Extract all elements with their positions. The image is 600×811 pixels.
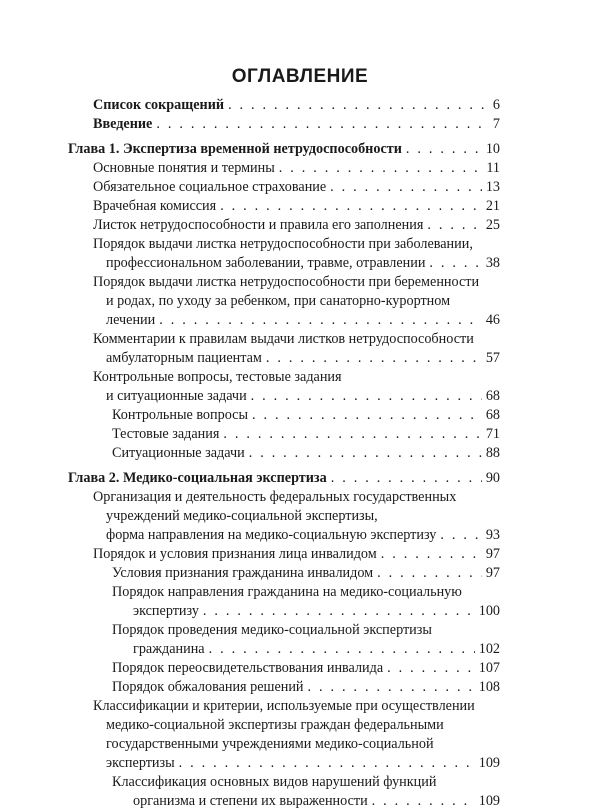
page-number: 21	[485, 198, 500, 214]
page-number: 13	[485, 179, 500, 195]
dot-leader	[387, 659, 475, 678]
dot-leader	[209, 640, 475, 659]
dot-leader	[377, 564, 482, 583]
page-number: 97	[485, 565, 500, 581]
dot-leader	[429, 254, 481, 273]
toc-entry-last-line	[106, 349, 500, 368]
page-number: 90	[485, 470, 500, 486]
toc-entry-last-line	[133, 792, 500, 811]
toc-entry-last-line	[93, 197, 500, 216]
dot-leader	[252, 406, 482, 425]
toc-entry-last-line	[133, 640, 500, 659]
toc-entry-last-line	[68, 140, 500, 159]
toc-entry-text: форма направления на медико-социальную экспертизу	[106, 527, 437, 543]
dot-leader	[308, 678, 475, 697]
toc-entry-text: государственными учреждениями медико-социальной	[106, 736, 434, 752]
toc-entry-text: Глава 1. Экспертиза временной нетрудоспособности	[68, 141, 402, 157]
toc-entry-last-line	[112, 564, 500, 583]
toc-entry-text: Классификация основных видов нарушений функций	[112, 774, 437, 790]
dot-leader	[156, 115, 489, 134]
dot-leader	[406, 140, 482, 159]
toc-entry-last-line	[106, 526, 500, 545]
toc-entry-text: Организация и деятельность федеральных государственных	[93, 489, 457, 505]
page-number: 46	[485, 312, 500, 328]
dot-leader	[427, 216, 481, 235]
toc-entry-text: организма и степени их выраженности	[133, 793, 368, 809]
dot-leader	[372, 792, 475, 811]
page-number: 108	[478, 679, 500, 695]
page-number: 97	[485, 546, 500, 562]
page-number: 71	[485, 426, 500, 442]
toc-entry-text: Порядок выдачи листка нетрудоспособности при беременности	[93, 274, 480, 290]
toc-entry-last-line	[93, 96, 500, 115]
page-number: 109	[478, 755, 500, 771]
page-number: 6	[492, 97, 500, 113]
page-title: ОГЛАВЛЕНИЕ	[231, 66, 369, 87]
dot-leader	[220, 197, 482, 216]
toc-entry-last-line	[68, 469, 500, 488]
toc-entry-last-line	[106, 254, 500, 273]
toc-entry-text: Введение	[93, 116, 153, 132]
toc-entry-text: Список сокращений	[93, 97, 225, 113]
dot-leader	[331, 469, 482, 488]
toc-entry-last-line	[112, 444, 500, 463]
toc-entry-text: экспертизу	[133, 603, 199, 619]
toc-entry-last-line	[112, 406, 500, 425]
toc-entry-text: учреждений медико-социальной экспертизы,	[106, 508, 378, 524]
dot-leader	[228, 96, 489, 115]
page-number: 10	[485, 141, 500, 157]
page-number: 11	[486, 160, 500, 176]
dot-leader	[223, 425, 481, 444]
dot-leader	[249, 444, 482, 463]
toc-entry-text: Листок нетрудоспособности и правила его заполнения	[93, 217, 424, 233]
toc-entry-text: Порядок проведения медико-социальной экспертизы	[112, 622, 432, 638]
toc-entry-text: и родах, по уходу за ребенком, при санаторно-курортном	[106, 293, 451, 309]
toc-entry-text: Контрольные вопросы, тестовые задания	[93, 369, 342, 385]
toc-entry-text: гражданина	[133, 641, 205, 657]
toc-entry-text: профессиональном заболевании, травме, отравлении	[106, 255, 426, 271]
toc-entry-text: Классификации и критерии, используемые при осуществлении	[93, 698, 475, 714]
toc-entry-text: лечении	[106, 312, 156, 328]
toc-entry-text: Комментарии к правилам выдачи листков нетрудоспособности	[93, 331, 474, 347]
toc-entry-text: медико-социальной экспертизы граждан федеральными	[106, 717, 444, 733]
page-number: 7	[492, 116, 500, 132]
page-number: 38	[485, 255, 500, 271]
toc-entry-last-line	[112, 425, 500, 444]
toc-entry-last-line	[93, 115, 500, 134]
dot-leader	[251, 387, 482, 406]
toc-entry-last-line	[106, 387, 500, 406]
dot-leader	[279, 159, 483, 178]
dot-leader	[179, 754, 475, 773]
toc-entry-last-line	[106, 311, 500, 330]
toc-entry-text: Порядок выдачи листка нетрудоспособности при заболевании,	[93, 236, 473, 252]
toc-entry-text: Порядок переосвидетельствования инвалида	[112, 660, 384, 676]
page-number: 107	[478, 660, 500, 676]
dot-leader	[266, 349, 482, 368]
page-number: 109	[478, 793, 500, 809]
toc-entry-text: Порядок направления гражданина на медико-социальную	[112, 584, 462, 600]
toc-entry-text: Порядок и условия признания лица инвалидом	[93, 546, 377, 562]
dot-leader	[440, 526, 481, 545]
page-number: 68	[485, 407, 500, 423]
toc-entry-last-line	[93, 178, 500, 197]
toc-entry-text: амбулаторным пациентам	[106, 350, 262, 366]
page-number: 25	[485, 217, 500, 233]
dot-leader	[381, 545, 482, 564]
dot-leader	[330, 178, 482, 197]
toc-entry-text: Ситуационные задачи	[112, 445, 245, 461]
dot-leader	[159, 311, 482, 330]
page-number: 88	[485, 445, 500, 461]
page-number: 93	[485, 527, 500, 543]
page-number: 102	[478, 641, 500, 657]
toc-entry-last-line	[106, 754, 500, 773]
toc-entry-last-line	[112, 659, 500, 678]
page-number: 57	[485, 350, 500, 366]
toc-entry-text: Глава 2. Медико-социальная экспертиза	[68, 470, 327, 486]
toc-entry-last-line	[93, 216, 500, 235]
toc-entry-text: Обязательное социальное страхование	[93, 179, 327, 195]
toc-entry-text: Условия признания гражданина инвалидом	[112, 565, 374, 581]
toc-entry-last-line	[133, 602, 500, 621]
toc-entry-last-line	[112, 678, 500, 697]
toc-entry-text: Врачебная комиссия	[93, 198, 217, 214]
toc-entry-text: Тестовые задания	[112, 426, 220, 442]
toc-entry-text: Порядок обжалования решений	[112, 679, 304, 695]
toc-entry-last-line	[93, 159, 500, 178]
toc-entry-text: Основные понятия и термины	[93, 160, 275, 176]
toc-entry-text: Контрольные вопросы	[112, 407, 248, 423]
toc-entry-text: экспертизы	[106, 755, 175, 771]
toc-entry-text: и ситуационные задачи	[106, 388, 247, 404]
page-number: 100	[478, 603, 500, 619]
page-number: 68	[485, 388, 500, 404]
dot-leader	[203, 602, 475, 621]
toc-entry-last-line	[93, 545, 500, 564]
